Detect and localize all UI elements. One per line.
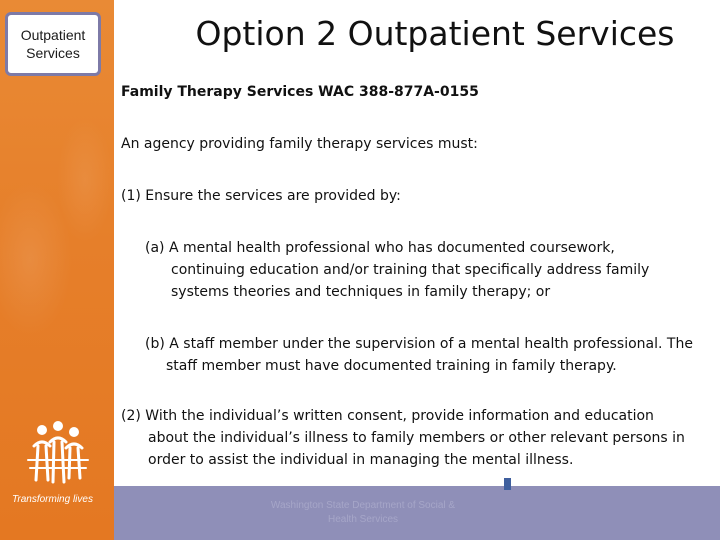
slide-title: Option 2 Outpatient Services: [195, 14, 675, 53]
item-2: [121, 405, 711, 471]
item-1a-line2: continuing education and/or training that specifically address family: [171, 262, 650, 278]
item-1b-line1: (b) A staff member under the supervision of a mental health professional. The: [145, 336, 693, 352]
footer-organization: [250, 499, 476, 527]
item-2-line2: about the individual’s illness to family members or other relevant persons in: [148, 430, 685, 446]
section-label-line2: Services: [26, 45, 80, 61]
background-figure-watermark: [0, 120, 114, 380]
item-2-line1: (2) With the individual’s written consent, provide information and education: [121, 408, 654, 424]
section-label-box: [5, 12, 101, 76]
item-1a-line1: (a) A mental health professional who has documented coursework,: [145, 240, 615, 256]
item-1b: [145, 333, 715, 377]
footer-org-line1: Washington State Department of Social &: [270, 500, 456, 511]
item-1a: [145, 237, 705, 303]
section-label-line1: Outpatient: [20, 27, 86, 43]
intro-text: An agency providing family therapy services must:: [121, 136, 478, 152]
dshs-people-logo-icon: [20, 420, 96, 490]
item-1a-line3: systems theories and techniques in family therapy; or: [171, 284, 551, 300]
footer-marker: [504, 478, 511, 490]
item-2-line3: order to assist the individual in managing the mental illness.: [148, 452, 574, 468]
slide-heading: Family Therapy Services WAC 388-877A-0155: [121, 84, 479, 100]
item-1b-line2: staff member must have documented training in family therapy.: [166, 358, 617, 374]
item-1: (1) Ensure the services are provided by:: [121, 188, 401, 204]
footer-org-line2: Health Services: [327, 514, 399, 525]
tagline: Transforming lives: [12, 494, 93, 505]
page-number-area: [12, 518, 42, 532]
